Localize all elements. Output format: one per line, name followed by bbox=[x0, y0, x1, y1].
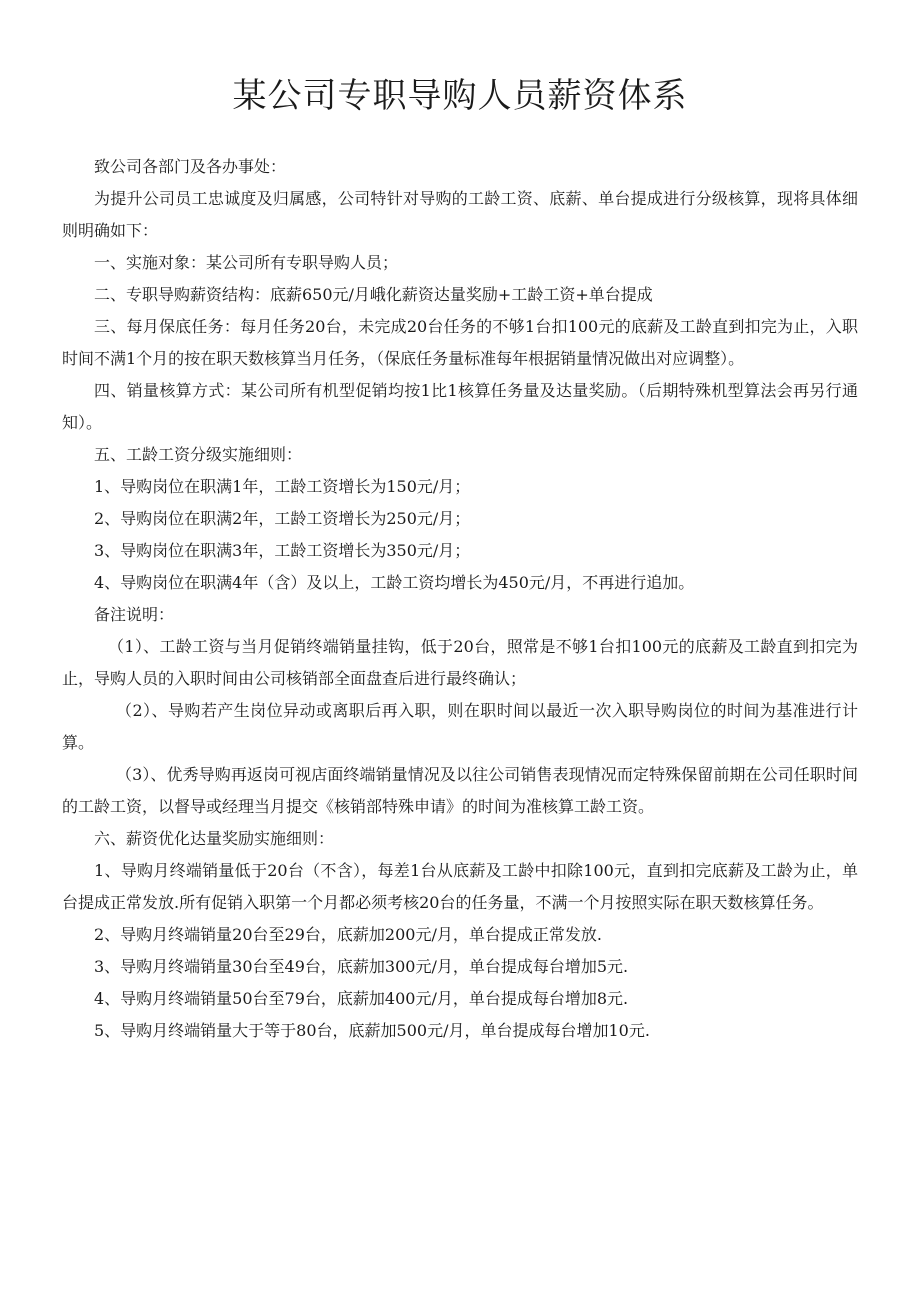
intro-paragraph: 为提升公司员工忠诚度及归属感，公司特针对导购的工龄工资、底薪、单台提成进行分级核算，现将具体细则明确如下： bbox=[62, 189, 858, 240]
section-2: 二、专职导购薪资结构：底薪650元/月峨化薪资达量奖励+工龄工资+单台提成 bbox=[94, 285, 653, 304]
notes-heading: 备注说明： bbox=[94, 605, 175, 624]
page-title: 某公司专职导购人员薪资体系 bbox=[232, 76, 688, 116]
section-6-item-2: 2、导购月终端销量20台至29台，底薪加200元/月，单台提成正常发放. bbox=[94, 925, 602, 944]
note-2: （2）、导购若产生岗位异动或离职后再入职，则在职时间以最近一次入职导购岗位的时间为基准进行计算。 bbox=[62, 701, 858, 752]
note-3: （3）、优秀导购再返岗可视店面终端销量情况及以往公司销售表现情况而定特殊保留前期在公司任职时间的工龄工资，以督导或经理当月提交《核销部特殊申请》的时间为准核算工龄工资。 bbox=[62, 765, 858, 816]
section-3: 三、每月保底任务：每月任务20台，未完成20台任务的不够1台扣100元的底薪及工龄直到扣完为止，入职时间不满1个月的按在职天数核算当月任务，（保底任务量标准每年根据销量情况做出对应调整）。 bbox=[62, 317, 858, 368]
section-5-item-4: 4、导购岗位在职满4年（含）及以上，工龄工资均增长为450元/月，不再进行追加。 bbox=[94, 573, 695, 592]
section-5-item-1: 1、导购岗位在职满1年，工龄工资增长为150元/月； bbox=[94, 477, 471, 496]
note-1: （1）、工龄工资与当月促销终端销量挂钩，低于20台，照常是不够1台扣100元的底薪及工龄直到扣完为止，导购人员的入职时间由公司核销部全面盘查后进行最终确认； bbox=[62, 637, 858, 688]
section-5-heading: 五、工龄工资分级实施细则： bbox=[94, 445, 303, 464]
section-5-item-2: 2、导购岗位在职满2年，工龄工资增长为250元/月； bbox=[94, 509, 471, 528]
section-6-item-1: 1、导购月终端销量低于20台（不含），每差1台从底薪及工龄中扣除100元，直到扣完底薪及工龄为止，单台提成正常发放.所有促销入职第一个月都必须考核20台的任务量，不满一个月按照实际在职天数核算任务。 bbox=[62, 861, 858, 912]
section-6-item-4: 4、导购月终端销量50台至79台，底薪加400元/月，单台提成每台增加8元. bbox=[94, 989, 629, 1008]
document-body bbox=[62, 151, 858, 1047]
section-6-item-3: 3、导购月终端销量30台至49台，底薪加300元/月，单台提成每台增加5元. bbox=[94, 957, 629, 976]
salutation: 致公司各部门及各办事处： bbox=[94, 157, 287, 176]
section-1: 一、实施对象：某公司所有专职导购人员； bbox=[94, 253, 399, 272]
section-6-heading: 六、薪资优化达量奖励实施细则： bbox=[94, 829, 335, 848]
section-5-item-3: 3、导购岗位在职满3年，工龄工资增长为350元/月； bbox=[94, 541, 471, 560]
section-4: 四、销量核算方式：某公司所有机型促销均按1比1核算任务量及达量奖励。（后期特殊机型算法会再另行通知）。 bbox=[62, 381, 858, 432]
section-6-item-5: 5、导购月终端销量大于等于80台，底薪加500元/月，单台提成每台增加10元. bbox=[94, 1021, 650, 1040]
